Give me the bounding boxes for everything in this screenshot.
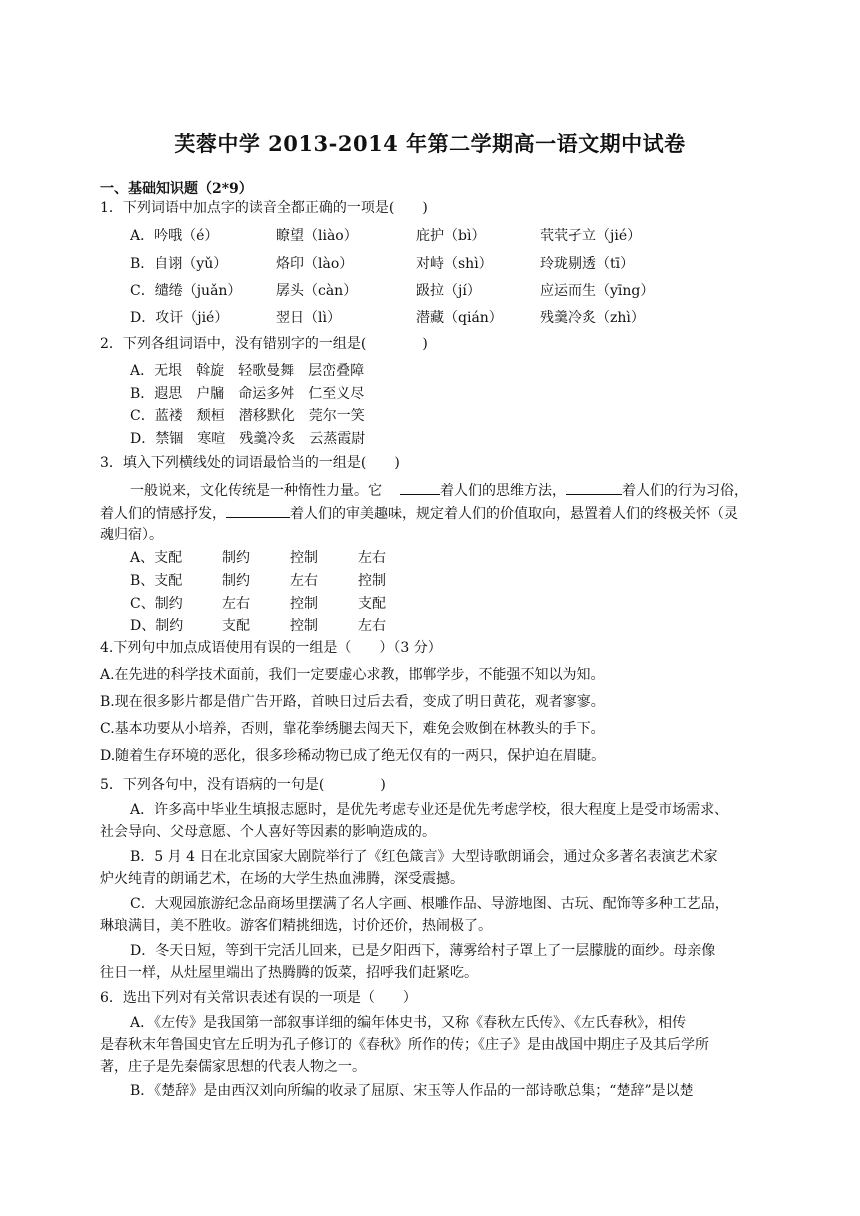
q3-option-c-1: C、制约 xyxy=(130,596,183,612)
q1-option-d-1: D．攻讦（jié） xyxy=(130,310,229,326)
q3-passage-2a: 着人们的情感抒发， xyxy=(100,506,226,522)
q6-line-4: B．《楚辞》是由西汉刘向所编的收录了屈原、宋玉等人作品的一部诗歌总集；“楚辞”是以楚 xyxy=(130,1083,694,1099)
q3-passage-2b: 着人们的审美趣味，规定着人们的价值取向，悬置着人们的终极关怀（灵 xyxy=(290,506,738,522)
q3-passage-line-2 xyxy=(100,503,738,524)
question-5-stem: 5．下列各句中，没有语病的一句是( ) xyxy=(100,777,386,793)
q3-option-a-3: 控制 xyxy=(290,550,318,566)
q2-option-a: A．无垠 斡旋 轻歌曼舞 层峦叠障 xyxy=(130,363,365,379)
q1-option-b-1: B．自诩（yǔ） xyxy=(130,256,228,272)
q6-line-2: 是春秋末年鲁国史官左丘明为孔子修订的《春秋》所作的传；《庄子》是由战国中期庄子及其后学所 xyxy=(100,1037,709,1053)
q2-option-c: C．蓝褛 颓桓 潜移默化 莞尔一笑 xyxy=(130,408,365,424)
question-3-stem: 3．填入下列横线处的词语最恰当的一组是( ) xyxy=(100,455,400,471)
q2-option-d: D．禁锢 寒喧 残羹冷炙 云蒸霞尉 xyxy=(130,431,366,447)
q1-option-c-2: 孱头（càn） xyxy=(276,283,358,299)
q5-line-1: A．许多高中毕业生填报志愿时，是优先考虑专业还是优先考虑学校，很大程度上是受市场需求、 xyxy=(130,802,729,818)
q3-option-d-3: 控制 xyxy=(290,618,318,634)
q4-option-a: A.在先进的科学技术面前，我们一定要虚心求教，邯郸学步，不能强不知以为知。 xyxy=(100,667,605,683)
question-1-stem: 1．下列词语中加点字的读音全都正确的一项是( ) xyxy=(100,200,428,216)
section-heading: 一、基础知识题（2*9） xyxy=(100,181,253,197)
q3-option-b-2: 制约 xyxy=(222,573,250,589)
q3-option-d-4: 左右 xyxy=(358,618,386,634)
q1-option-c-3: 趿拉（jí） xyxy=(416,283,481,299)
q2-option-b: B．遐思 户牖 命运多舛 仁至义尽 xyxy=(130,386,365,402)
q3-option-c-2: 左右 xyxy=(222,596,250,612)
q1-option-d-3: 潜藏（qián） xyxy=(416,310,503,326)
q4-option-d: D.随着生存环境的恶化，很多珍稀动物已成了绝无仅有的一两只，保护迫在眉睫。 xyxy=(100,748,606,764)
q3-passage-1c: 着人们的行为习俗， xyxy=(622,483,748,499)
q1-option-b-4: 玲珑剔透（tī） xyxy=(540,256,635,272)
blank-2 xyxy=(566,480,622,495)
q3-option-d-1: D、制约 xyxy=(130,618,184,634)
q1-option-c-4: 应运而生（yīng） xyxy=(540,283,655,299)
question-4-stem: 4.下列句中加点成语使用有误的一组是（ ）（3 分） xyxy=(100,640,442,656)
q1-option-b-3: 对峙（shì） xyxy=(416,256,493,272)
q5-line-6: 琳琅满目，美不胜收。游客们精挑细选，讨价还价，热闹极了。 xyxy=(100,918,492,934)
q6-line-1: A．《左传》是我国第一部叙事详细的编年体史书，又称《春秋左氏传》、《左氏春秋》，相传 xyxy=(130,1015,687,1031)
q3-option-c-3: 控制 xyxy=(290,596,318,612)
page-title: 芙蓉中学 2013-2014 年第二学期高一语文期中试卷 xyxy=(174,131,686,156)
q3-option-b-3: 左右 xyxy=(290,573,318,589)
q1-option-a-2: 瞭望（liào） xyxy=(276,228,358,244)
q3-passage-1a: 一般说来，文化传统是一种惰性力量。它 xyxy=(130,483,382,499)
blank-1 xyxy=(400,480,440,495)
q3-option-c-4: 支配 xyxy=(358,596,386,612)
q3-passage-line-1 xyxy=(130,480,748,501)
q5-line-3: B．5 月 4 日在北京国家大剧院举行了《红色箴言》大型诗歌朗诵会，通过众多著名表演艺术家 xyxy=(130,849,718,865)
blank-3 xyxy=(226,503,290,518)
q5-line-8: 往日一样，从灶屋里端出了热腾腾的饭菜，招呼我们赶紧吃。 xyxy=(100,965,478,981)
q1-option-b-2: 烙印（lào） xyxy=(276,256,354,272)
q4-option-c: C.基本功要从小培养，否则，靠花拳绣腿去闯天下，难免会败倒在林教头的手下。 xyxy=(100,721,605,737)
q5-line-4: 炉火纯青的朗诵艺术，在场的大学生热血沸腾，深受震撼。 xyxy=(100,871,464,887)
q1-option-d-2: 翌日（lì） xyxy=(276,310,341,326)
q3-option-b-4: 控制 xyxy=(358,573,386,589)
q4-option-b: B.现在很多影片都是借广告开路，首映日过后去看，变成了明日黄花，观者寥寥。 xyxy=(100,694,605,710)
q3-option-a-4: 左右 xyxy=(358,550,386,566)
q6-line-3: 著，庄子是先秦儒家思想的代表人物之一。 xyxy=(100,1059,366,1075)
q3-option-b-1: B、支配 xyxy=(130,573,183,589)
q3-option-a-2: 制约 xyxy=(222,550,250,566)
question-2-stem: 2．下列各组词语中，没有错别字的一组是( ) xyxy=(100,336,428,352)
q3-option-d-2: 支配 xyxy=(222,618,250,634)
q5-line-7: D．冬天日短，等到干完活儿回来，已是夕阳西下，薄雾给村子罩上了一层朦胧的面纱。母亲像 xyxy=(130,943,716,959)
question-6-stem: 6．选出下列对有关常识表述有误的一项是（ ） xyxy=(100,990,417,1006)
q1-option-a-3: 庇护（bì） xyxy=(416,228,486,244)
q5-line-5: C．大观园旅游纪念品商场里摆满了名人字画、根雕作品、导游地图、古玩、配饰等多种工艺品， xyxy=(130,896,729,912)
q1-option-d-4: 残羹冷炙（zhì） xyxy=(540,310,645,326)
q3-passage-line-3: 魂归宿）。 xyxy=(100,527,163,543)
q1-option-a-1: A．吟哦（é） xyxy=(130,228,219,244)
q1-option-a-4: 茕茕孑立（jié） xyxy=(540,228,642,244)
q3-passage-1b: 着人们的思维方法， xyxy=(440,483,566,499)
q3-option-a-1: A、支配 xyxy=(130,550,183,566)
q1-option-c-1: C．缱绻（juǎn） xyxy=(130,283,242,299)
q5-line-2: 社会导向、父母意愿、个人喜好等因素的影响造成的。 xyxy=(100,824,436,840)
